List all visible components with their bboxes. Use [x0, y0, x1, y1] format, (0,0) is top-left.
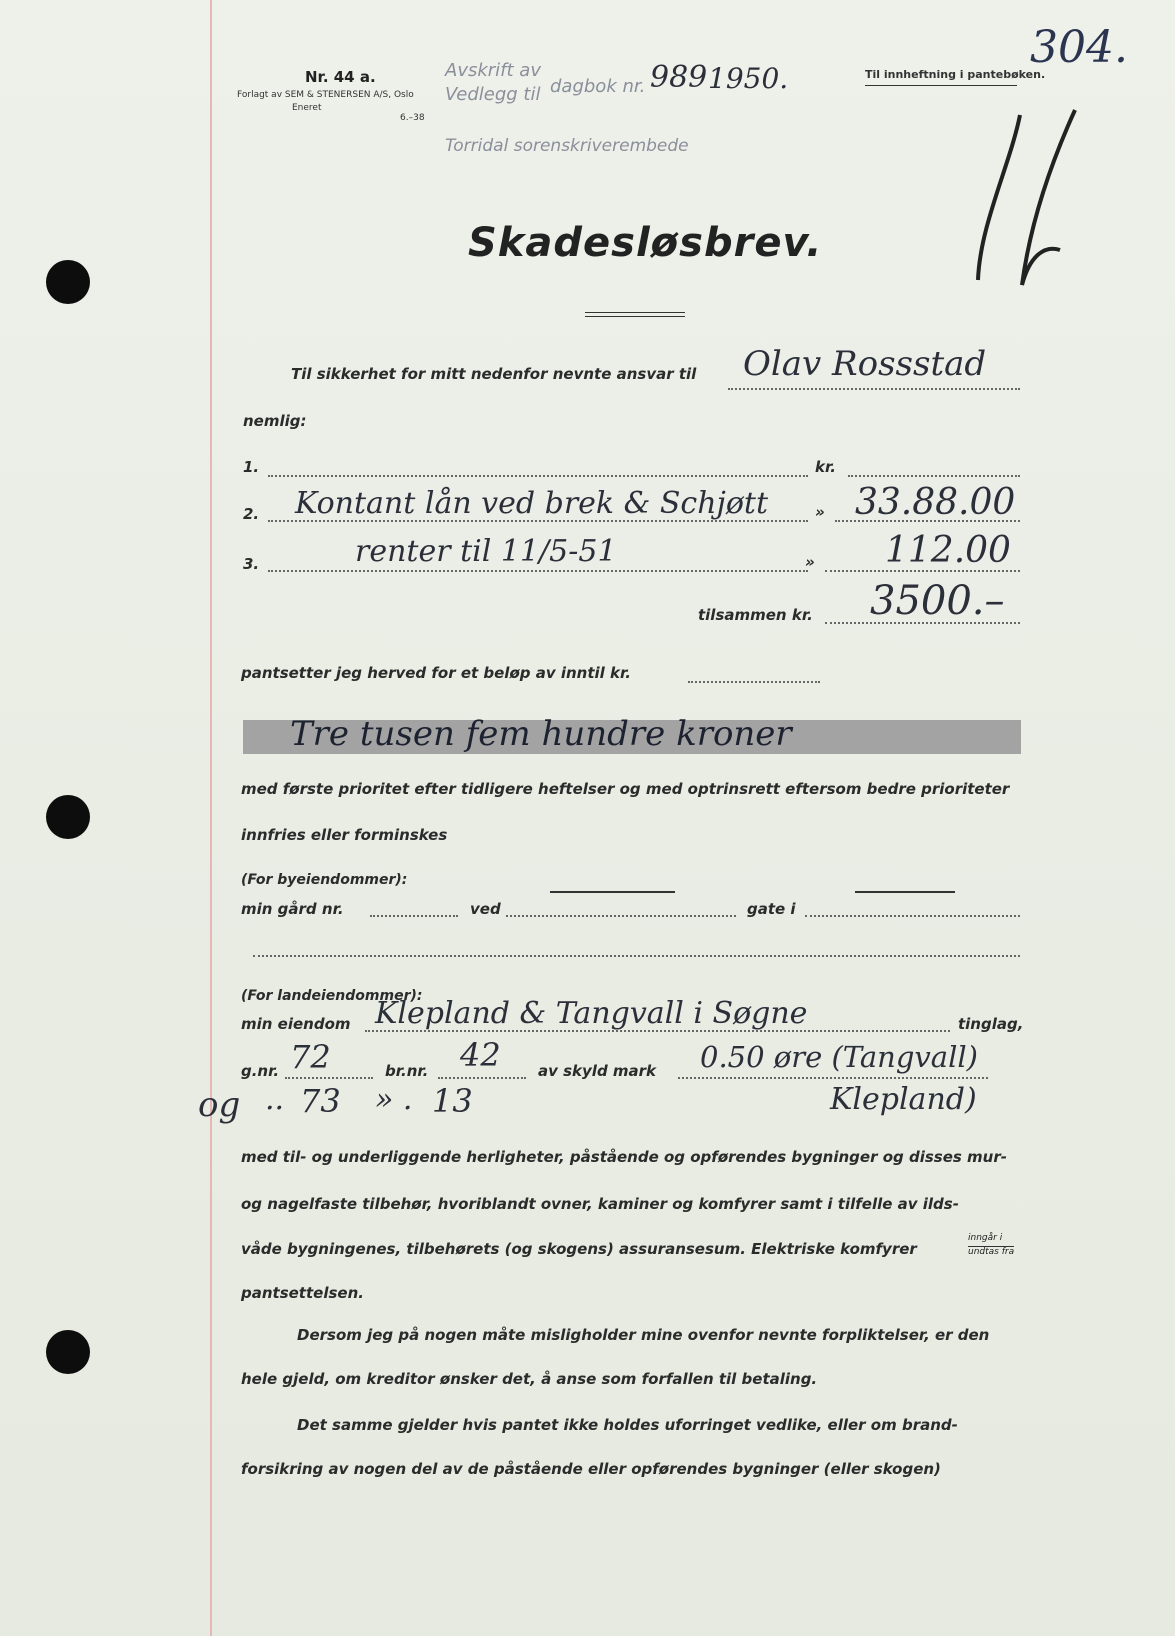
total-label: tilsammen kr. — [698, 606, 813, 624]
nemlig-label: nemlig: — [243, 412, 307, 430]
city-ved-dotted-line — [506, 915, 736, 917]
priority-line: med første prioritet efter tidligere heftelser og med optrinsrett eftersom bedre prioriteter — [241, 780, 1010, 798]
rural-gnr-dotted-line — [285, 1077, 373, 1079]
city-ved-label: ved — [470, 900, 501, 918]
city-header: (For byeiendommer): — [241, 872, 408, 888]
title-separator — [585, 312, 685, 317]
security-label: Til sikkerhet for mitt nedenfor nevnte ansvar til — [291, 365, 697, 383]
item-text: Kontant lån ved brek & Schjøtt — [295, 486, 769, 521]
city-extra-dotted-line — [253, 955, 1020, 957]
city-gate-label: gate i — [747, 900, 796, 918]
pledge-dotted-line — [688, 681, 820, 683]
rural-eiendom-label: min eiendom — [241, 1015, 351, 1033]
rural-skyld-dotted-line — [678, 1077, 988, 1079]
right-label-rule — [865, 85, 1017, 86]
handwritten-mark-icon — [960, 105, 1090, 295]
para3-line: Det samme gjelder hvis pantet ikke holdes uforringet vedlike, eller om brand- — [297, 1416, 958, 1434]
rural-tinglag-label: tinglag, — [958, 1015, 1024, 1033]
rural-brnr-label: br.nr. — [385, 1062, 429, 1080]
rural-skyld-label: av skyld mark — [538, 1062, 657, 1080]
dagbok-number: 989 — [650, 60, 708, 95]
item-dotted-line — [268, 475, 808, 477]
item-number: 2. — [243, 505, 260, 523]
city-dash — [550, 891, 675, 893]
rural-eiendom-value: Klepland & Tangvall i Søgne — [375, 996, 808, 1031]
amount-dotted-line — [848, 475, 1020, 477]
item-amount: 112.00 — [885, 530, 1011, 571]
item-marker: » — [815, 503, 825, 521]
publisher-rights: Eneret — [292, 103, 322, 113]
punch-hole — [46, 1330, 90, 1374]
publisher-date: 6.–38 — [400, 113, 425, 123]
total-amount: 3500.– — [870, 578, 1005, 624]
right-label: Til innheftning i pantebøken. — [865, 68, 1046, 81]
item-marker: » — [805, 553, 815, 571]
undtas-option: undtas fra — [968, 1247, 1015, 1257]
form-number: Nr. 44 a. — [305, 68, 376, 86]
item-dotted-line — [268, 570, 808, 572]
publisher-line: Forlagt av SEM & STENERSEN A/S, Oslo — [237, 90, 414, 100]
rural-header: (For landeiendommer): — [241, 988, 423, 1004]
rural-extra-prefix: og — [198, 1085, 241, 1125]
stamp-office: Torridal sorenskriverembede — [445, 136, 689, 156]
inngar-option: inngår i — [968, 1233, 1003, 1243]
rural-extra-brnr: 13 — [432, 1082, 473, 1120]
rural-extra-gnr: 73 — [300, 1082, 341, 1120]
para2-line: Dersom jeg på nogen måte misligholder mine ovenfor nevnte forpliktelser, er den — [297, 1326, 990, 1344]
document-page: Nr. 44 a. Forlagt av SEM & STENERSEN A/S, Oslo Eneret 6.–38 Avskrift av Vedlegg til dagbok nr. 989 1950. Torridal sorenskriverembede Til innheftning i pantebøken. 304. Skadesløsbrev. Til sikkerhet for mitt nedenfor nevnte ansvar til Olav Rossstad nemlig: 1. kr. 2. Kontant lån ved brek & Schjøtt » 33.88.00 3. renter til 11/5-51 » 112.00 tilsammen kr. 3500.– pantsetter jeg herved for et beløp av inntil kr. Tre tusen fem hundre kroner med første prioritet efter tidligere heftelser og med optrinsrett eftersom bedre prioriteter innfries eller forminskes (For byeiendommer): min gård nr. ved gate i (For landeiendommer): min eiendom Klepland & Tangvall i Søgne tinglag, g.nr. 72 br.nr. 42 av skyld mark 0.50 øre (Tangvall) og .. 73 » . 13 Klepland) med til- og underliggende herligheter, påstående og opførendes bygninger og disses mur- og nagelfaste tilbehør, hvoriblandt ovner, kaminer og komfyrer samt i tilfelle av ilds- våde bygningenes, tilbehørets (og skogens) assuransesum. Elektriske komfyrer inngår i undtas fra pantsettelsen. Dersom jeg på nogen måte misligholder mine ovenfor nevnte forpliktelser, er den hele gjeld, om kreditor ønsker det, å anse som forfallen til betaling. Det samme gjelder hvis pantet ikke holdes uforringet vedlike, eller om brand- forsikring av nogen del av de påstående eller opførendes bygninger (eller skogen) — [0, 0, 1175, 1636]
pledge-label: pantsetter jeg herved for et beløp av inntil kr. — [241, 664, 631, 682]
item-amount: 33.88.00 — [855, 482, 1016, 523]
rural-skyld-value: 0.50 øre (Tangvall) — [700, 1040, 978, 1074]
stamp-vedlegg: Vedlegg til — [445, 84, 541, 105]
stamp-avskrift: Avskrift av — [445, 60, 541, 81]
para3-line: forsikring av nogen del av de påstående eller opførendes bygninger (eller skogen) — [241, 1460, 941, 1478]
punch-hole — [46, 795, 90, 839]
rural-gnr-label: g.nr. — [241, 1062, 280, 1080]
item-number: 3. — [243, 555, 260, 573]
creditor-dotted-line — [728, 388, 1020, 390]
rural-brnr-value: 42 — [460, 1036, 501, 1074]
creditor-name: Olav Rossstad — [743, 344, 987, 384]
stamp-dagbok: dagbok nr. — [550, 76, 646, 97]
item-text: renter til 11/5-51 — [355, 534, 617, 569]
dagbok-year: 1950. — [708, 62, 789, 95]
city-gard-dotted-line — [370, 915, 458, 917]
body-line: pantsettelsen. — [241, 1284, 364, 1302]
body-line: våde bygningenes, tilbehørets (og skogens) assuransesum. Elektriske komfyrer — [241, 1240, 917, 1258]
priority-line: innfries eller forminskes — [241, 826, 448, 844]
item-marker: kr. — [815, 458, 836, 476]
rural-extra-name: Klepland) — [830, 1082, 977, 1117]
city-gard-label: min gård nr. — [241, 900, 344, 918]
city-gate-dotted-line — [805, 915, 1020, 917]
document-title: Skadesløsbrev. — [468, 220, 823, 266]
para2-line: hele gjeld, om kreditor ønsker det, å anse som forfallen til betaling. — [241, 1370, 818, 1388]
body-line: med til- og underliggende herligheter, påstående og opførendes bygninger og disses mur- — [241, 1148, 1007, 1166]
punch-hole — [46, 260, 90, 304]
page-number: 304. — [1030, 22, 1128, 73]
amount-words: Tre tusen fem hundre kroner — [290, 714, 792, 754]
body-line: og nagelfaste tilbehør, hvoriblandt ovner, kaminer og komfyrer samt i tilfelle av ilds- — [241, 1195, 959, 1213]
rural-gnr-value: 72 — [290, 1038, 331, 1076]
rural-brnr-dotted-line — [438, 1077, 526, 1079]
item-number: 1. — [243, 458, 260, 476]
margin-line — [210, 0, 212, 1636]
city-dash — [855, 891, 955, 893]
